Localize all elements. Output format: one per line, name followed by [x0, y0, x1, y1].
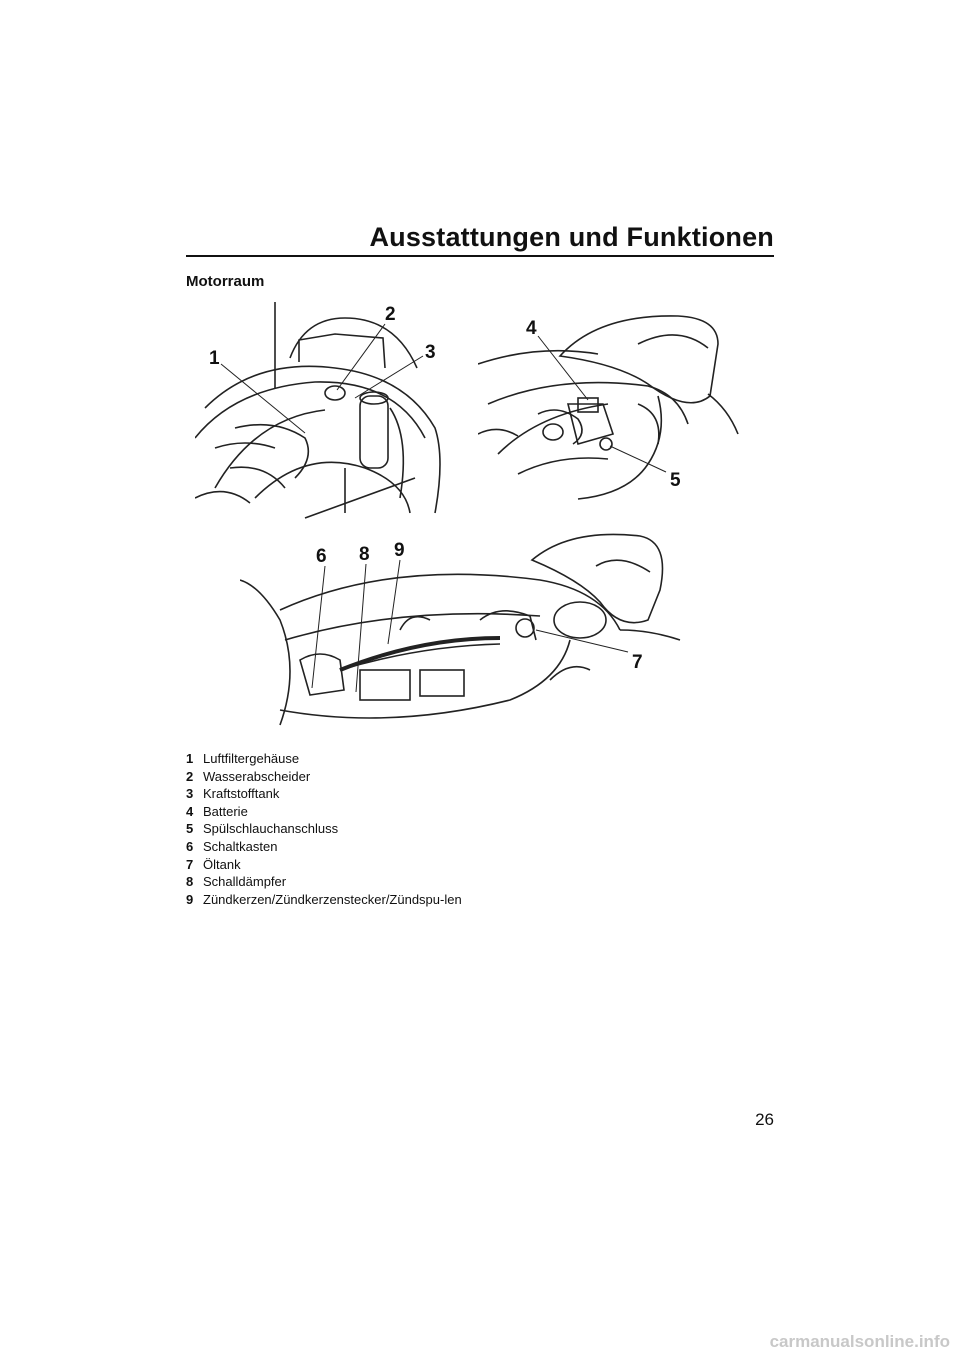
page-title: Ausstattungen und Funktionen	[369, 222, 774, 252]
callout-7: 7	[632, 652, 643, 673]
legend-item: 5 Spülschlauchanschluss	[186, 821, 339, 837]
page-number: 26	[755, 1110, 774, 1129]
callout-4: 4	[526, 318, 537, 339]
watermark: carmanualsonline.info	[769, 1332, 950, 1351]
legend-item: 3 Kraftstofftank	[186, 786, 280, 802]
callout-1: 1	[209, 348, 220, 369]
legend-item: 9 Zündkerzen/Zündkerzenstecker/Zündspu-len	[186, 891, 462, 907]
legend-list	[186, 750, 476, 908]
illustration-engine-bay-front	[195, 298, 455, 520]
callout-9: 9	[394, 540, 405, 561]
legend-item: 2 Wasserabscheider	[186, 768, 311, 784]
callout-8: 8	[359, 544, 370, 565]
illustration-battery-area	[478, 304, 750, 504]
section-heading: Motorraum	[186, 273, 265, 290]
legend-item: 4 Batterie	[186, 803, 248, 819]
callout-2: 2	[385, 304, 396, 325]
callout-3: 3	[425, 342, 436, 363]
legend-item: 1 Luftfiltergehäuse	[186, 751, 300, 766]
legend-item: 7 Öltank	[186, 856, 241, 872]
legend-item: 6 Schaltkasten	[186, 838, 278, 854]
legend-item: 8 Schalldämpfer	[186, 874, 287, 890]
illustration-engine-compartment	[240, 520, 690, 730]
callout-5: 5	[670, 470, 681, 491]
callout-6: 6	[316, 546, 327, 567]
title-rule	[186, 255, 774, 257]
